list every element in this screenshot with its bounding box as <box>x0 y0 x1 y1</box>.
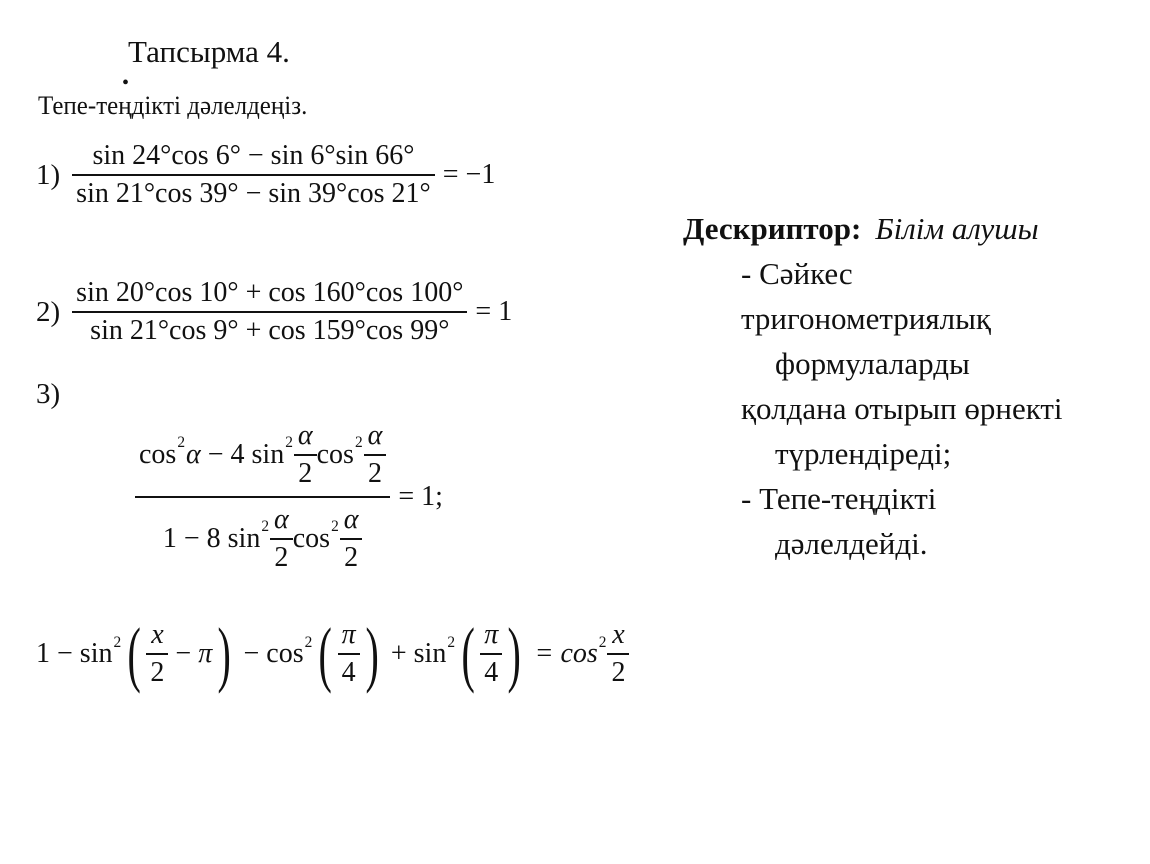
problem-1-label: 1) <box>36 158 61 191</box>
problem-3-rhs: = 1; <box>398 481 443 512</box>
problem-1-numerator: sin 24°cos 6° − sin 6°sin 66° <box>92 140 415 171</box>
problem-1-rhs: = −1 <box>442 159 496 190</box>
descriptor-line: түрлендіреді; <box>775 436 952 471</box>
problem-1 <box>36 140 495 210</box>
stray-mark: • <box>122 72 130 94</box>
task-prompt: Тепе-теңдікті дәлелдеңіз. <box>38 92 308 121</box>
problem-2-numerator: sin 20°cos 10° + cos 160°cos 100° <box>76 277 464 308</box>
fraction-bar <box>72 174 435 176</box>
descriptor-line: тригонометриялық <box>741 301 991 336</box>
descriptor-heading: Дескриптор: <box>683 211 862 246</box>
descriptor-subject: Білім алушы <box>875 211 1039 246</box>
descriptor-line: - Тепе-теңдікті <box>741 481 937 516</box>
fraction-bar <box>72 311 467 313</box>
descriptor-line: формулаларды <box>775 346 970 381</box>
problem-3-fraction <box>135 420 390 574</box>
problem-1-denominator: sin 21°cos 39° − sin 39°cos 21° <box>76 178 431 209</box>
problem-2-denominator: sin 21°cos 9° + cos 159°cos 99° <box>90 315 450 346</box>
descriptor-line: дәлелдейді. <box>775 526 928 561</box>
descriptor-line: қолдана отырып өрнекті <box>741 391 1063 426</box>
problem-2 <box>36 277 512 347</box>
problem-2-label: 2) <box>36 295 61 328</box>
extra-identity-rhs: = cos <box>534 638 598 670</box>
problem-3-label: 3) <box>36 378 61 410</box>
task-title: Тапсырма 4. <box>128 34 290 69</box>
descriptor-panel <box>683 206 1143 566</box>
problem-3-denominator: 1 − 8 sin 2 $\frac{\alpha}{2}$ cos 2 $\frac{\alpha}{2}$ <box>159 504 367 574</box>
problem-3-numerator: cos 2 α − 4 sin 2 $\frac{\alpha}{2}$ cos 2 $\frac{\alpha}{2}$ <box>135 420 390 490</box>
problem-1-fraction <box>72 140 435 210</box>
fraction-bar <box>135 496 390 498</box>
problem-2-rhs: = 1 <box>475 296 513 327</box>
extra-identity: 1 − sin 2 ( $\frac{x}{2}$ − π ) − cos 2 ( $\frac{\pi}{4}$ ) + sin 2 ( $\frac{\pi}{4}$ ) = cos 2 $\frac{x}{2}$ <box>36 618 629 691</box>
descriptor-heading-row <box>683 206 1143 251</box>
problem-2-fraction <box>72 277 467 347</box>
problem-3 <box>135 420 443 574</box>
descriptor-line: - Сәйкес <box>741 256 853 291</box>
